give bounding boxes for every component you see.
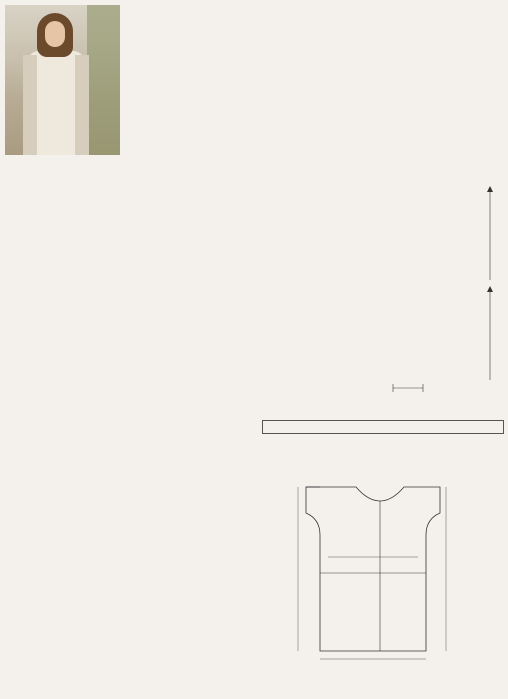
foliage [87, 5, 120, 155]
garment-outline [306, 487, 440, 651]
model-photo [5, 5, 120, 155]
garment-schema [258, 455, 503, 695]
chart-legend [262, 420, 504, 434]
column-2 [132, 6, 250, 20]
column-3 [258, 6, 376, 7]
column-4 [383, 6, 501, 7]
crochet-chart [258, 110, 503, 420]
column-1 [9, 228, 124, 234]
